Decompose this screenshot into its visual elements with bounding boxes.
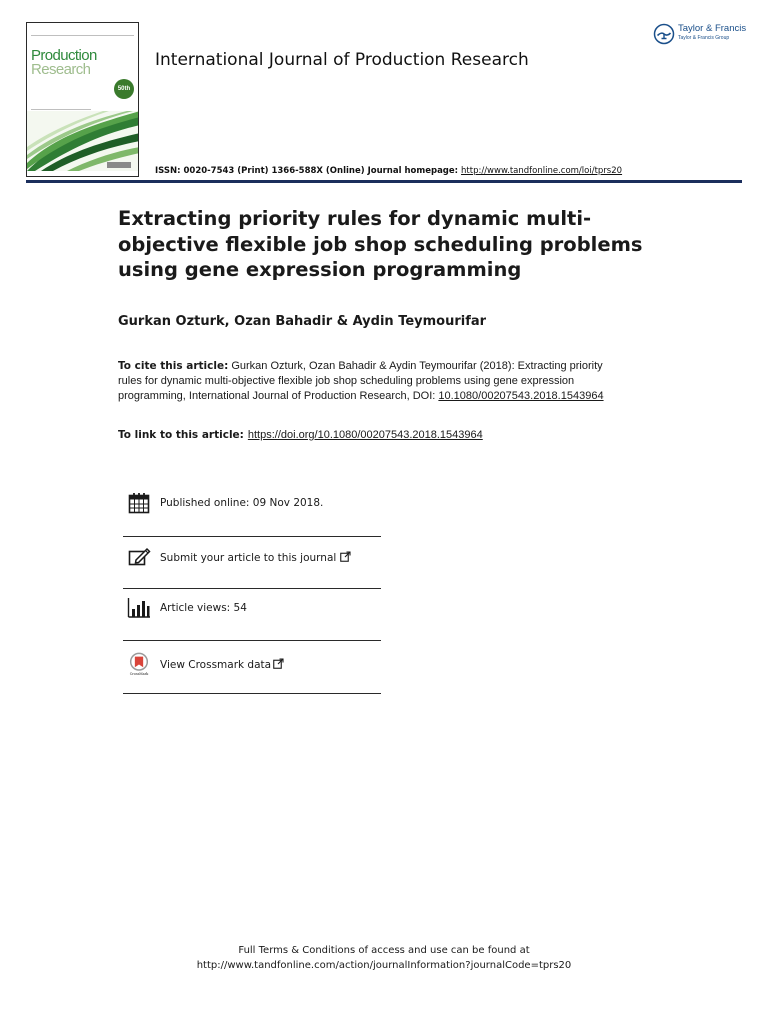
- header-rule: [26, 180, 742, 183]
- article-title: Extracting priority rules for dynamic multi-objective flexible job shop scheduling problems using gene expression programming: [118, 207, 643, 281]
- link-label: To link to this article:: [118, 429, 244, 441]
- taylor-francis-logo-icon: [653, 23, 675, 45]
- submit-article-row[interactable]: [123, 545, 381, 575]
- info-divider: [123, 640, 381, 641]
- journal-cover-image: [26, 22, 139, 177]
- published-online-text: Published online: 09 Nov 2018.: [160, 497, 324, 509]
- cite-doi-link[interactable]: 10.1080/00207543.2018.1543964: [438, 390, 604, 402]
- crossmark-link[interactable]: [160, 658, 284, 671]
- cover-title-line2: Research: [31, 61, 91, 78]
- terms-url-link[interactable]: http://www.tandfonline.com/action/journalInformation?journalCode=tprs20: [196, 960, 572, 971]
- journal-title: International Journal of Production Research: [155, 50, 529, 70]
- submit-article-text: Submit your article to this journal: [160, 552, 337, 564]
- issn-text: ISSN: 0020-7543 (Print) 1366-588X (Online) Journal homepage:: [155, 166, 462, 176]
- cite-label: To cite this article:: [118, 360, 229, 372]
- publisher-group: Taylor & Francis Group: [678, 35, 730, 41]
- publisher-logo[interactable]: [653, 22, 753, 46]
- cover-publisher-mark: [107, 162, 131, 168]
- info-divider: [123, 536, 381, 537]
- submit-article-link[interactable]: [160, 551, 351, 564]
- crossmark-row[interactable]: [123, 652, 381, 682]
- cover-title-line1: Production: [31, 47, 97, 64]
- info-divider: [123, 588, 381, 589]
- issn-line: [155, 166, 622, 176]
- cover-top-strip: [31, 29, 134, 36]
- external-link-icon: [340, 551, 351, 562]
- external-link-icon: [273, 658, 284, 669]
- bar-chart-icon: [127, 596, 151, 620]
- terms-line: Full Terms & Conditions of access and use can be found at: [238, 945, 530, 956]
- cover-title: [31, 49, 111, 77]
- article-link-line: [118, 429, 483, 441]
- article-doi-link[interactable]: https://doi.org/10.1080/00207543.2018.1543964: [247, 429, 483, 441]
- crossmark-icon: [127, 652, 151, 676]
- edit-pencil-icon: [127, 545, 151, 569]
- citation-block: [118, 359, 608, 404]
- article-views-text: Article views: 54: [160, 602, 247, 614]
- cover-anniversary-badge: 50th: [114, 79, 134, 99]
- cover-divider: [31, 109, 91, 110]
- cite-text: Gurkan Ozturk, Ozan Bahadir & Aydin Teymourifar (2018): Extracting priority rules for dynamic multi-objective flexible job shop scheduling problems using gene expression programming, International Journal of Production Research, DOI:: [118, 360, 603, 402]
- crossmark-text: View Crossmark data: [160, 659, 272, 671]
- calendar-icon: [127, 491, 151, 515]
- crossmark-caption: CrossMark: [129, 672, 149, 676]
- published-online-row: [123, 491, 381, 521]
- info-divider: [123, 693, 381, 694]
- publisher-name: Taylor & Francis: [678, 23, 747, 34]
- terms-footer: [0, 943, 768, 973]
- article-authors: Gurkan Ozturk, Ozan Bahadir & Aydin Teymourifar: [118, 314, 487, 329]
- journal-homepage-link[interactable]: http://www.tandfonline.com/loi/tprs20: [461, 166, 623, 176]
- article-views-row: [123, 596, 381, 626]
